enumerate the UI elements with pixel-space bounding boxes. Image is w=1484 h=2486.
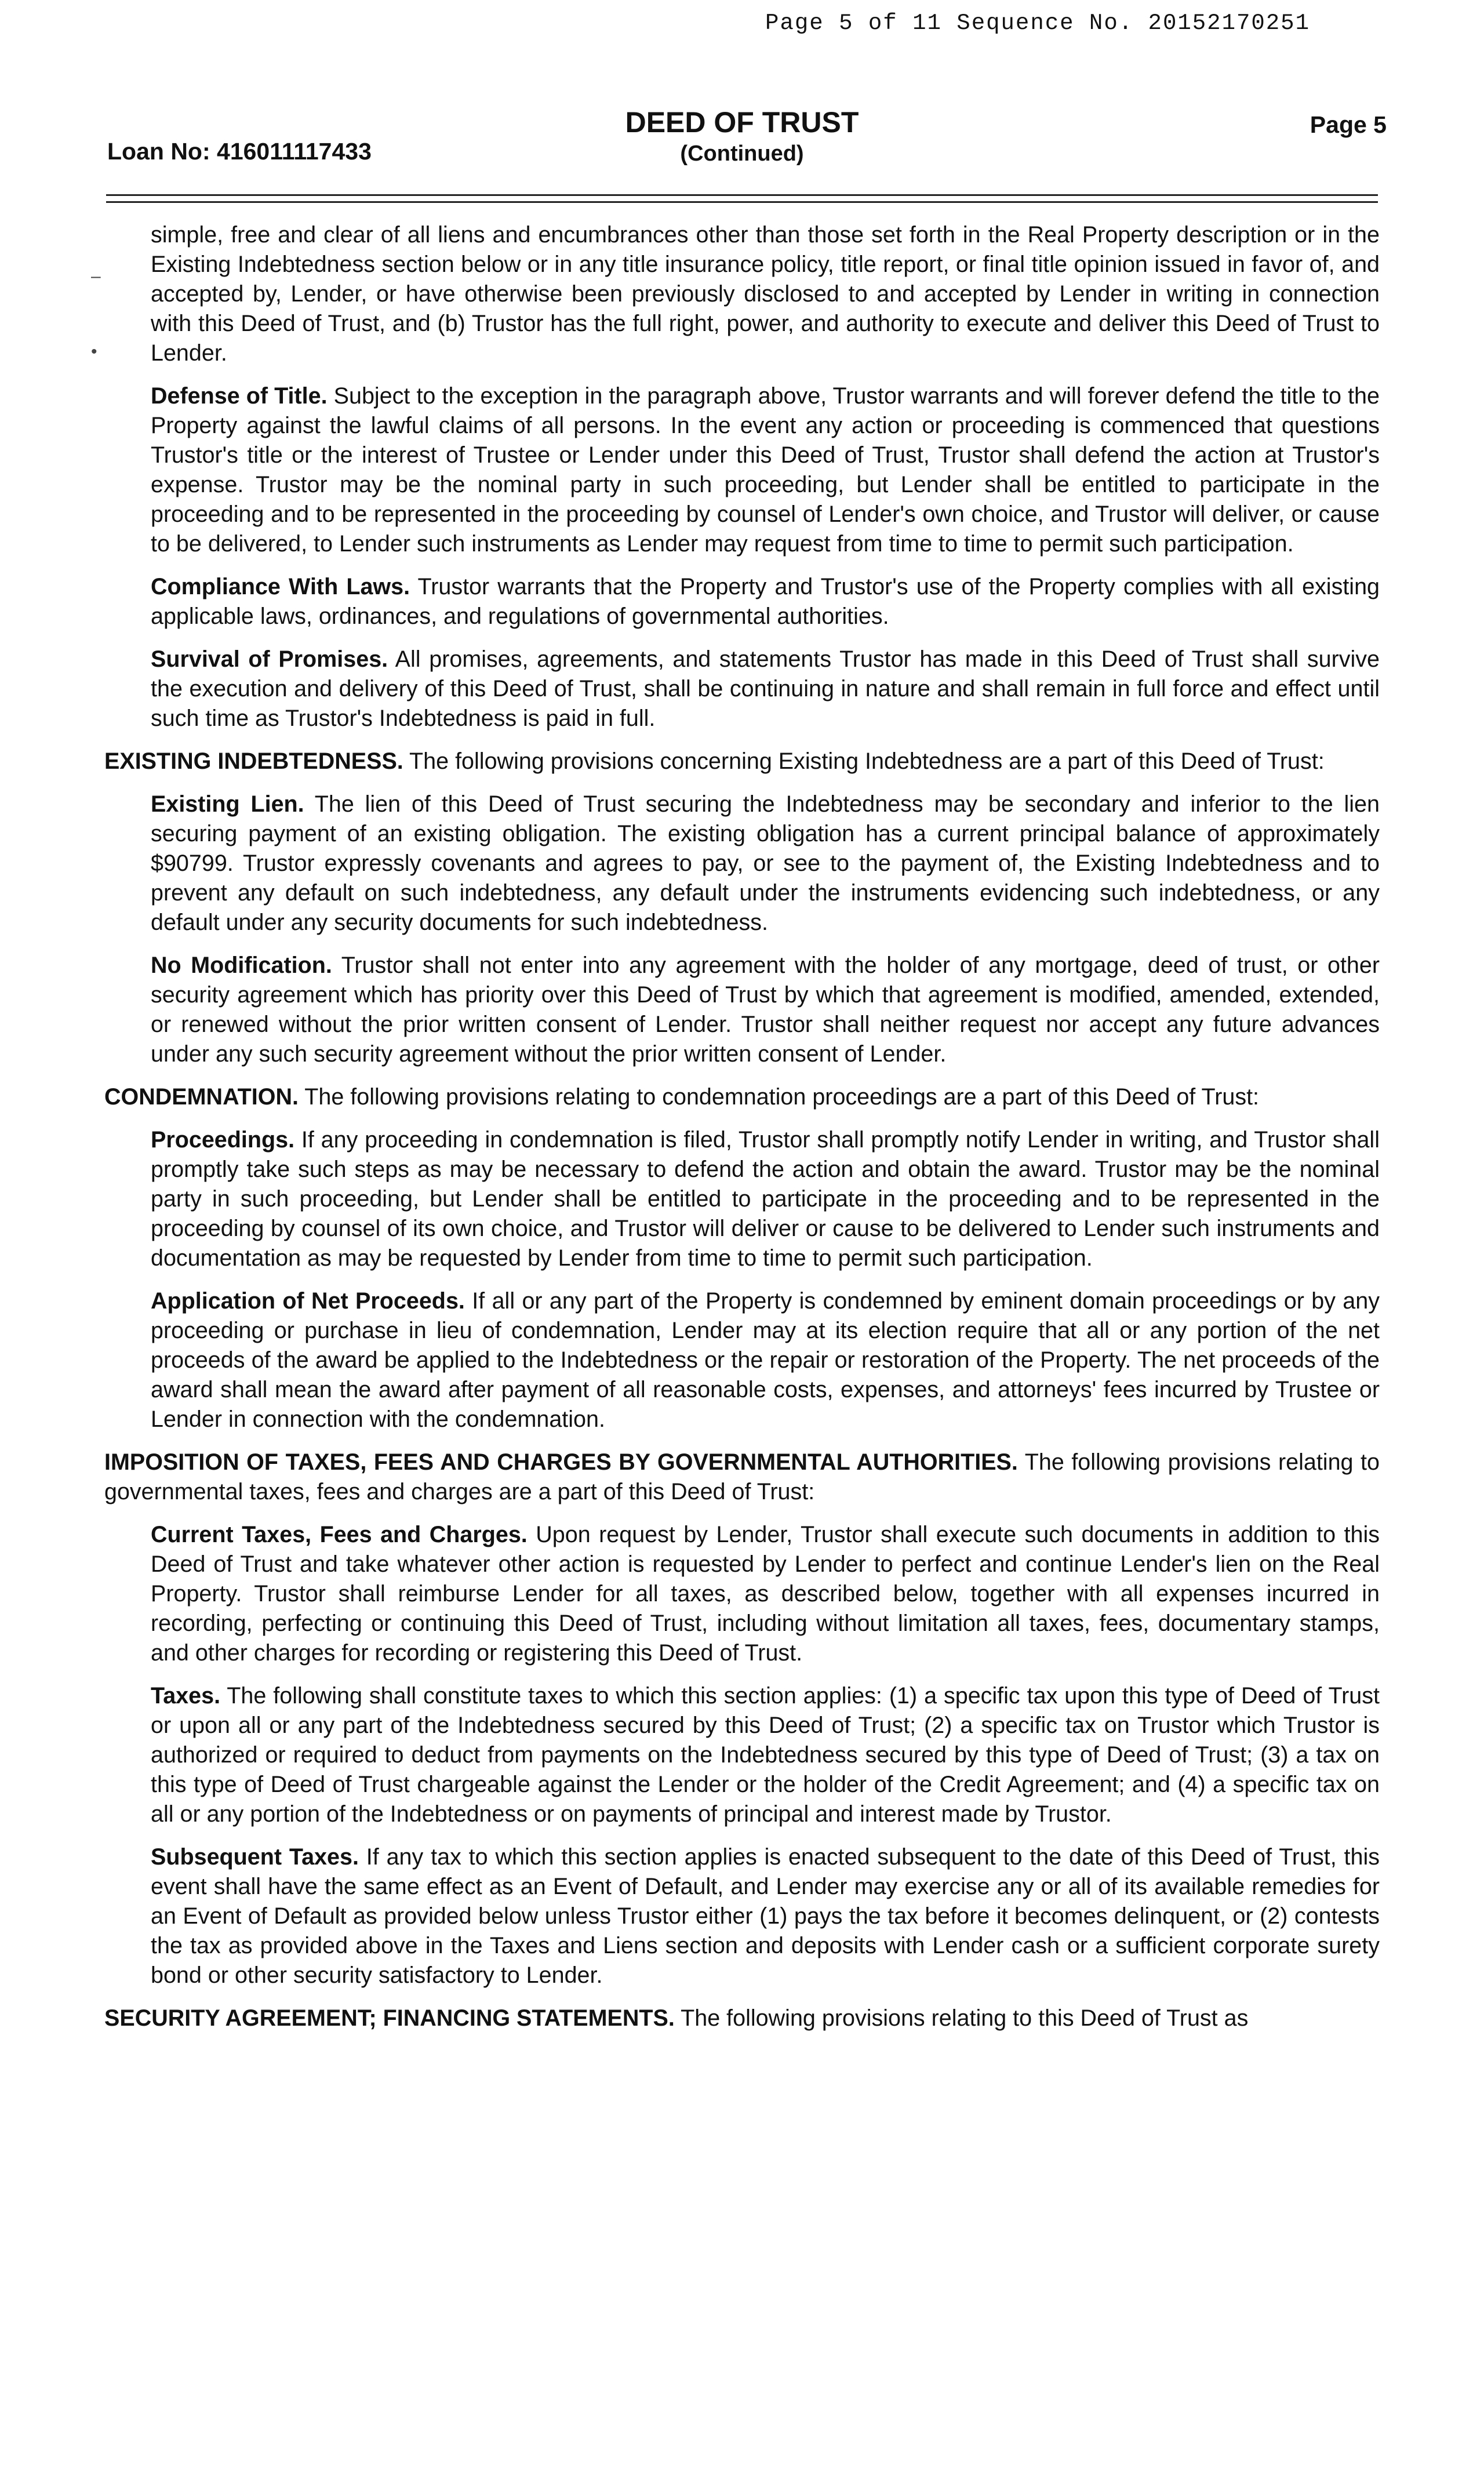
paragraph-text: Trustor shall not enter into any agreement with the holder of any mortgage, deed of trust, or other security agreement which has priority over this Deed of Trust by which that agreement is modified, amended, extended, or renewed without the prior written consent of Lender. Trustor shall neither request nor accept any future advances under any such security agreement without the prior written consent of Lender. [151, 953, 1380, 1067]
paragraph-current-taxes [151, 1520, 1380, 1668]
section-text: The following provisions relating to condemnation proceedings are a part of this Deed of Trust: [304, 1084, 1260, 1110]
paragraph-text: simple, free and clear of all liens and encumbrances other than those set forth in the Real Property description or in the Existing Indebtedness section below or in any title insurance policy, title report, or final title opinion issued in favor of, and accepted by, Lender, or have otherwise been previously disclosed to and accepted by Lender in writing in connection with this Deed of Trust, and (b) Trustor has the full right, power, and authority to execute and deliver this Deed of Trust to Lender. [151, 222, 1380, 366]
paragraph-heading: Subsequent Taxes. [151, 1844, 359, 1870]
paragraph-heading: Existing Lien. [151, 791, 304, 817]
paragraph-heading: Current Taxes, Fees and Charges. [151, 1522, 528, 1547]
section-security-agreement [104, 2004, 1380, 2033]
paragraph-application-of-net-proceeds [151, 1286, 1380, 1434]
page-number: Page 5 [1310, 111, 1387, 138]
section-heading: CONDEMNATION. [104, 1084, 299, 1110]
section-heading: EXISTING INDEBTEDNESS. [104, 748, 403, 774]
header-divider-top [106, 194, 1378, 196]
section-heading: IMPOSITION OF TAXES, FEES AND CHARGES BY GOVERNMENTAL AUTHORITIES. [104, 1449, 1018, 1475]
paragraph-survival-of-promises [151, 645, 1380, 733]
paragraph-heading: Survival of Promises. [151, 646, 388, 672]
paragraph-taxes [151, 1681, 1380, 1829]
paragraph-heading: Taxes. [151, 1683, 221, 1709]
header-divider-bottom [106, 201, 1378, 203]
paragraph-existing-lien [151, 790, 1380, 937]
paragraph-0 [151, 220, 1380, 368]
paragraph-heading: Defense of Title. [151, 383, 328, 409]
section-text: The following provisions relating to this Deed of Trust as [681, 2005, 1249, 2031]
paragraph-text: All promises, agreements, and statements Trustor has made in this Deed of Trust shall survive the execution and delivery of this Deed of Trust, shall be continuing in nature and shall remain in full force and effect until such time as Trustor's Indebtedness is paid in full. [151, 646, 1380, 731]
paragraph-text: Upon request by Lender, Trustor shall execute such documents in addition to this Deed of Trust and take whatever other action is requested by Lender to perfect and continue Lender's lien on the Real Property. Trustor shall reimburse Lender for all taxes, as described below, together with all expenses incurred in recording, perfecting or continuing this Deed of Trust, including without limitation all taxes, fees, documentary stamps, and other charges for recording or registering this Deed of Trust. [151, 1522, 1380, 1666]
margin-mark-dot: • [91, 342, 97, 361]
section-text: The following provisions concerning Existing Indebtedness are a part of this Deed of Trust: [409, 748, 1325, 774]
section-imposition-of-taxes [104, 1448, 1380, 1507]
margin-mark-dash: – [91, 267, 101, 286]
paragraph-compliance-with-laws [151, 572, 1380, 631]
paragraph-proceedings [151, 1125, 1380, 1273]
loan-number: Loan No: 416011117433 [107, 138, 372, 165]
document-subtitle: (Continued) [680, 141, 804, 166]
paragraph-heading: Proceedings. [151, 1127, 295, 1153]
section-text: The following provisions relating to governmental taxes, fees and charges are a part of this Deed of Trust: [104, 1449, 1380, 1504]
section-heading: SECURITY AGREEMENT; FINANCING STATEMENTS. [104, 2005, 675, 2031]
paragraph-no-modification [151, 951, 1380, 1069]
paragraph-heading: Application of Net Proceeds. [151, 1288, 465, 1314]
paragraph-text: If any proceeding in condemnation is filed, Trustor shall promptly notify Lender in writing, and Trustor shall promptly take such steps as may be necessary to defend the action and obtain the award. Trustor may be the nominal party in such proceeding, but Lender shall be entitled to participate in the proceeding and to be represented in the proceeding by counsel of its own choice, and Trustor will deliver or cause to be delivered to Lender such instruments and documentation as may be requested by Lender from time to time to permit such participation. [151, 1127, 1380, 1271]
document-body [104, 220, 1380, 2047]
paragraph-text: The following shall constitute taxes to which this section applies: (1) a specific tax upon this type of Deed of Trust or upon all or any part of the Indebtedness secured by this Deed of Trust; (2) a specific tax on Trustor which Trustor is authorized or required to deduct from payments on the Indebtedness secured by this type of Deed of Trust; (3) a tax on this type of Deed of Trust chargeable against the Lender or the holder of the Credit Agreement; and (4) a specific tax on all or any portion of the Indebtedness or on payments of principal and interest made by Trustor. [151, 1683, 1380, 1827]
sequence-header: Page 5 of 11 Sequence No. 20152170251 [765, 10, 1310, 36]
paragraph-heading: No Modification. [151, 953, 332, 978]
paragraph-text: Subject to the exception in the paragraph above, Trustor warrants and will forever defend the title to the Property against the lawful claims of all persons. In the event any action or proceeding is commenced that questions Trustor's title or the interest of Trustee or Lender under this Deed of Trust, Trustor shall defend the action at Trustor's expense. Trustor may be the nominal party in such proceeding, but Lender shall be entitled to participate in the proceeding and to be represented in the proceeding by counsel of Lender's own choice, and Trustor will deliver, or cause to be delivered, to Lender such instruments as Lender may request from time to time to permit such participation. [151, 383, 1380, 557]
paragraph-text: The lien of this Deed of Trust securing the Indebtedness may be secondary and inferior to the lien securing payment of an existing obligation. The existing obligation has a current principal balance of approximately $90799. Trustor expressly covenants and agrees to pay, or see to the payment of, the Existing Indebtedness and to prevent any default on such indebtedness, any default under the instruments evidencing such indebtedness, or any default under any security documents for such indebtedness. [151, 791, 1380, 935]
paragraph-text: Trustor warrants that the Property and Trustor's use of the Property complies with all existing applicable laws, ordinances, and regulations of governmental authorities. [151, 574, 1380, 629]
paragraph-heading: Compliance With Laws. [151, 574, 410, 599]
paragraph-text: If any tax to which this section applies is enacted subsequent to the date of this Deed of Trust, this event shall have the same effect as an Event of Default, and Lender may exercise any or all of its available remedies for an Event of Default as provided below unless Trustor either (1) pays the tax before it becomes delinquent, or (2) contests the tax as provided above in the Taxes and Liens section and deposits with Lender cash or a sufficient corporate surety bond or other security satisfactory to Lender. [151, 1844, 1380, 1988]
paragraph-subsequent-taxes [151, 1842, 1380, 1990]
section-condemnation [104, 1082, 1380, 1112]
document-title: DEED OF TRUST [625, 106, 859, 139]
section-existing-indebtedness [104, 747, 1380, 776]
paragraph-text: If all or any part of the Property is condemned by eminent domain proceedings or by any proceeding or purchase in lieu of condemnation, Lender may at its election require that all or any portion of the net proceeds of the award be applied to the Indebtedness or the repair or restoration of the Property. The net proceeds of the award shall mean the award after payment of all reasonable costs, expenses, and attorneys' fees incurred by Trustee or Lender in connection with the condemnation. [151, 1288, 1380, 1432]
paragraph-defense-of-title [151, 381, 1380, 559]
